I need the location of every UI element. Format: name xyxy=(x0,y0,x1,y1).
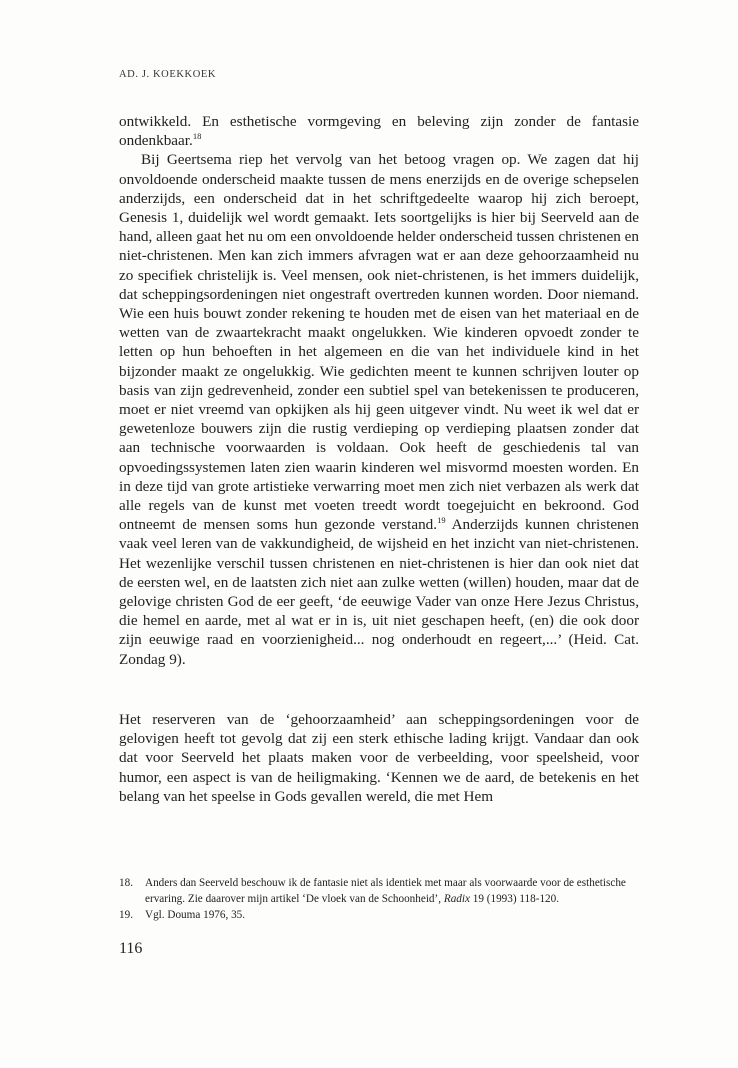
paragraph-reserveren: Het reserveren van de ‘gehoorzaamheid’ aan scheppingsordeningen voor de gelovigen heeft tot gevolg dat zij een sterk ethische lading krijgt. Vandaar dan ook dat voor Seerveld het plaats maken voor de verbeelding, voor speelsheid, voor humor, een aspect is van de heiligmaking. ‘Kennen we de aard, de betekenis en het belang van het speelse in Gods gevallen wereld, die met Hem xyxy=(119,711,639,805)
page-number: 116 xyxy=(119,940,143,957)
footnote-text xyxy=(145,876,639,907)
paragraph-text: ontwikkeld. En esthetische vormgeving en beleving zijn zonder de fantasie ondenkbaar. xyxy=(119,113,639,150)
footnote-reference-19[interactable]: 19 xyxy=(437,515,446,526)
footnotes xyxy=(119,876,639,925)
journal-title: Radix xyxy=(443,892,470,905)
main-text-block xyxy=(119,112,639,669)
footnote-number: 18. xyxy=(119,877,133,889)
paragraph-continued xyxy=(119,112,639,150)
footnote-19 xyxy=(119,908,639,924)
second-text-block xyxy=(119,710,639,806)
footnote-text-part: 19 (1993) 118-120. xyxy=(469,892,560,905)
paragraph-text-part1: Bij Geertsema riep het vervolg van het betoog vragen op. We zagen dat hij onvoldoende onderscheid maakte tussen de mens enerzijds en de overige schepselen anderzijds, een onderscheid dat in het schriftgedeelte waarop hij zich beroept, Genesis 1, duidelijk wel wordt gemaakt. Iets soortgelijks is hier bij Seerveld aan de hand, alleen gaat het nu om een onvoldoende helder onderscheid tussen christenen en niet-christenen. Men kan zich immers afvragen wat er aan deze gehoorzaamheid nu zo specifiek christelijk is. Veel mensen, ook niet-christenen, is het immers duidelijk, dat scheppingsordeningen niet ongestraft overtreden kunnen worden. Door niemand. Wie een huis bouwt zonder rekening te houden met de eisen van het materiaal en de wetten van de zwaartekracht maakt ongelukken. Wie kinderen opvoedt zonder te letten op hun behoeften in het algemeen en die van het individuele kind in het bijzonder maakt ze ongelukkig. Wie gedichten meent te kunnen schrijven louter op basis van zijn gedrevenheid, zonder een subtiel spel van betekenissen te produceren, moet er niet vreemd van opkijken als hij geen uitgever vindt. Nu weet ik wel dat er gewetenloze bouwers zijn die rustig verdieping op verdieping plaatsen zonder dat aan technische voorwaarden is voldaan. Ook heeft de geschiedenis tal van opvoedingssystemen laten zien waarin kinderen wel misvormd moesten worden. En in deze tijd van grote artistieke verwarring moet men zich niet verbazen als werk dat alle regels van de kunst met voeten treedt wordt toegejuicht en bekroond. God ontneemt de mensen soms hun gezonde verstand. xyxy=(119,151,639,534)
footnote-text-part: Anders dan Seerveld beschouw ik de fantasie niet als identiek met maar als voorwaarde voor de esthetische ervaring. Zie daarover mijn artikel ‘De vloek van de Schoonheid’, xyxy=(145,877,626,905)
running-head: AD. J. KOEKKOEK xyxy=(119,69,217,80)
paragraph-geertsema xyxy=(119,150,639,668)
footnote-18 xyxy=(119,876,639,907)
footnote-text: Vgl. Douma 1976, 35. xyxy=(145,909,246,921)
footnote-number: 19. xyxy=(119,909,133,921)
footnote-reference-18[interactable]: 18 xyxy=(192,131,202,142)
paragraph-text-part2: Anderzijds kunnen christenen vaak veel leren van de vakkundigheid, de wijsheid en het inzicht van niet-christenen. Het wezenlijke verschil tussen christenen en niet-christenen is hier dan ook niet dat de eersten wel, en de laatsten zich niet aan zulke wetten (willen) houden, maar dat de gelovige christen God de eer geeft, ‘de eeuwige Vader van onze Here Jezus Christus, die hemel en aarde, met al wat er in is, uit niet geschapen heeft, (en) die ook door zijn eeuwige raad en voorzienigheid... nog onderhoudt en regeert,...’ (Heid. Cat. Zondag 9). xyxy=(119,516,639,668)
